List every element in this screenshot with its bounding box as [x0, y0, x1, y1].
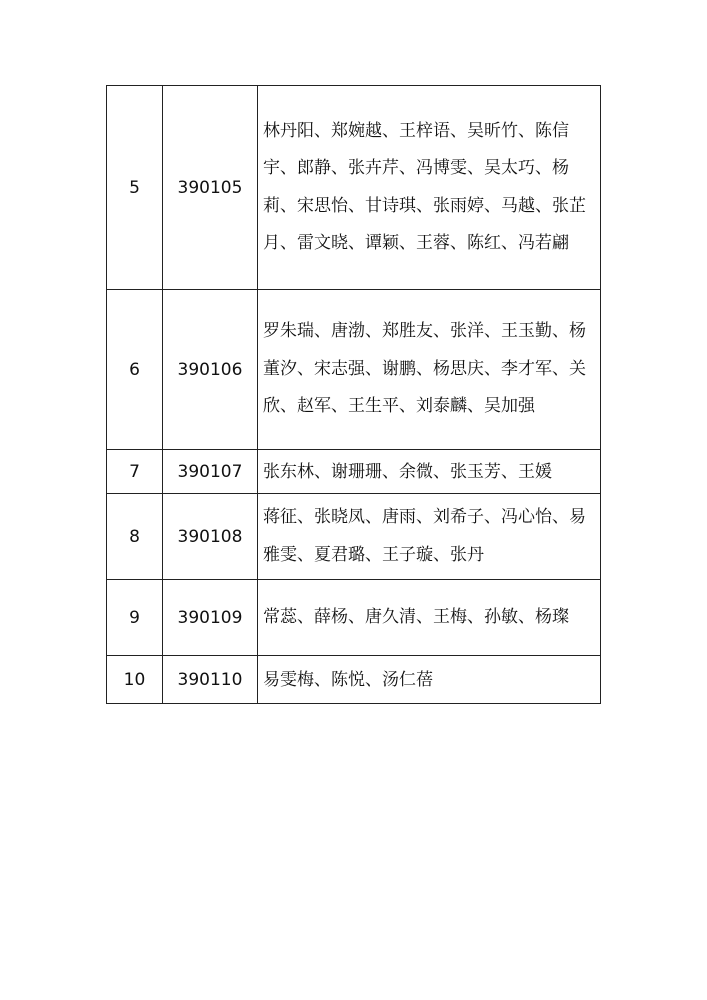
table-row	[107, 580, 601, 656]
row-number-cell: 5	[107, 86, 163, 290]
code-cell: 390109	[163, 580, 258, 656]
names-cell: 张东林、谢珊珊、余微、张玉芳、王媛	[258, 450, 601, 494]
table-row	[107, 290, 601, 450]
table-body	[107, 86, 601, 704]
names-cell: 蒋征、张晓凤、唐雨、刘希子、冯心怡、易雅雯、夏君璐、王子璇、张丹	[258, 494, 601, 580]
table-row	[107, 86, 601, 290]
code-cell: 390108	[163, 494, 258, 580]
table-row	[107, 494, 601, 580]
row-number-cell: 7	[107, 450, 163, 494]
names-cell: 易雯梅、陈悦、汤仁蓓	[258, 656, 601, 704]
names-cell: 林丹阳、郑婉越、王梓语、吴昕竹、陈信宇、郎静、张卉芹、冯博雯、吴太巧、杨莉、宋思怡、甘诗琪、张雨婷、马越、张芷月、雷文晓、谭颖、王蓉、陈红、冯若翩	[258, 86, 601, 290]
code-cell: 390110	[163, 656, 258, 704]
row-number-cell: 6	[107, 290, 163, 450]
names-cell: 常蕊、薛杨、唐久清、王梅、孙敏、杨璨	[258, 580, 601, 656]
code-cell: 390105	[163, 86, 258, 290]
row-number-cell: 8	[107, 494, 163, 580]
row-number-cell: 9	[107, 580, 163, 656]
code-cell: 390107	[163, 450, 258, 494]
name-list-table	[106, 85, 601, 704]
table-row	[107, 450, 601, 494]
names-cell: 罗朱瑞、唐渤、郑胜友、张洋、王玉勤、杨董汐、宋志强、谢鹏、杨思庆、李才军、关欣、赵军、王生平、刘泰麟、吴加强	[258, 290, 601, 450]
table-row	[107, 656, 601, 704]
code-cell: 390106	[163, 290, 258, 450]
row-number-cell: 10	[107, 656, 163, 704]
